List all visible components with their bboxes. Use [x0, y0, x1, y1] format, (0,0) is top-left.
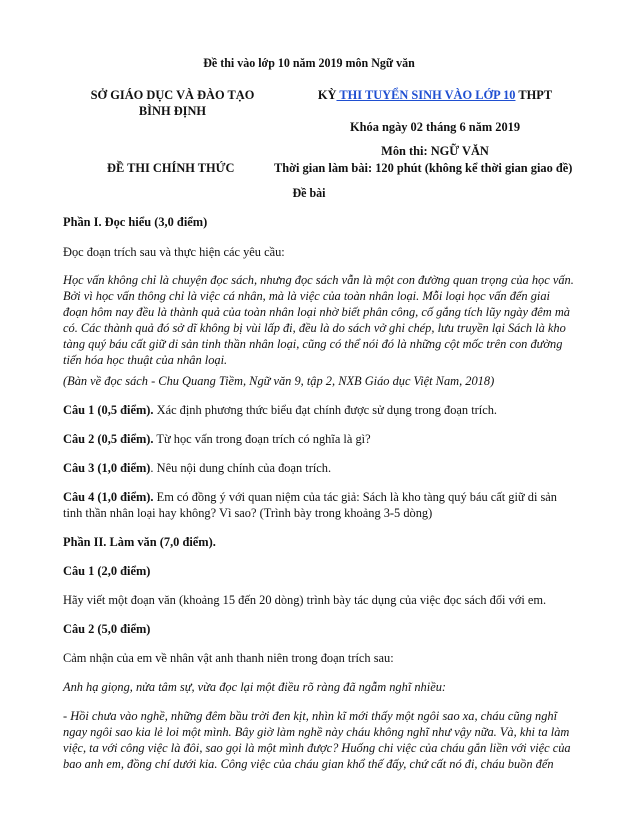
official-exam-label: ĐỀ THI CHÍNH THỨC	[107, 161, 235, 175]
passage-line: có. Các thành quả đó sở dĩ không bị vùi lấp đi, đều là do sách vở ghi chép, lưu truyền lại Sách là kho	[63, 321, 566, 335]
exam-time: Thời gian làm bài: 120 phút (không kể thời gian giao đề)	[274, 161, 573, 175]
question-4-label: Câu 4 (1,0 điểm).	[63, 490, 154, 504]
part2-question-1-text: Hãy viết một đoạn văn (khoảng 15 đến 20 dòng) trình bày tác dụng của việc đọc sách đối với em.	[63, 593, 547, 607]
passage-line: Học vấn không chỉ là chuyện đọc sách, nhưng đọc sách vẫn là một con đường quan trọng của học vấn.	[63, 273, 574, 287]
exam-name	[270, 87, 600, 103]
excerpt-line: ngay ngôi sao kia lẻ loi một mình. Bây giờ làm nghề này cháu không nghĩ như vậy nữa. Và, khi ta làm	[63, 725, 570, 739]
province-name: BÌNH ĐỊNH	[138, 104, 207, 118]
excerpt-line: - Hồi chưa vào nghề, những đêm bầu trời đen kịt, nhìn kĩ mới thấy một ngôi sao xa, cháu cũng nghĩ	[63, 709, 558, 723]
question-4-text: Em có đồng ý với quan niệm của tác giả: Sách là kho tàng quý báu cất giữ di sản	[153, 490, 558, 504]
question-4	[63, 489, 557, 505]
question-2-text: Từ học vấn trong đoạn trích có nghĩa là gì?	[153, 432, 371, 446]
question-4-continued: tinh thần nhân loại hay không? Vì sao? (Trình bày trong khoảng 3-5 dòng)	[63, 506, 433, 520]
literary-excerpt	[63, 708, 585, 772]
question-1	[63, 402, 497, 418]
passage-line: Bởi vì học vấn thông chỉ là việc cá nhân, mà là việc của toàn nhân loại. Mỗi loại học vấn đến giai	[63, 289, 550, 303]
passage-source: (Bàn về đọc sách - Chu Quang Tiềm, Ngữ văn 9, tập 2, NXB Giáo dục Việt Nam, 2018)	[63, 374, 495, 388]
part2-heading: Phần II. Làm văn (7,0 điểm).	[63, 535, 216, 549]
de-bai-heading: Đề bài	[292, 186, 326, 200]
passage-line: tàng quý báu cất giữ di sản tinh thần nhân loại, cũng có thể nói đó là những cột mốc trên con đường	[63, 337, 563, 351]
exam-name-link[interactable]: THI TUYỂN SINH VÀO LỚP 10	[336, 88, 516, 102]
question-2-label: Câu 2 (0,5 điểm).	[63, 432, 154, 446]
excerpt-intro: Anh hạ giọng, nửa tâm sự, vừa đọc lại một điều rõ ràng đã ngẫm nghĩ nhiều:	[63, 680, 447, 694]
question-1-label: Câu 1 (0,5 điểm).	[63, 403, 154, 417]
exam-name-suffix: THPT	[515, 88, 553, 102]
part1-heading: Phần I. Đọc hiểu (3,0 điểm)	[63, 215, 208, 229]
excerpt-line: việc, ta với công việc là đôi, sao gọi là một mình được? Huống chi việc của cháu gắn liền với việc của	[63, 741, 571, 755]
department-name: SỞ GIÁO DỤC VÀ ĐÀO TẠO	[90, 88, 255, 102]
question-1-text: Xác định phương thức biểu đạt chính được sử dụng trong đoạn trích.	[153, 403, 498, 417]
exam-subject: Môn thi: NGỮ VĂN	[381, 144, 489, 158]
part2-question-1-heading: Câu 1 (2,0 điểm)	[63, 564, 151, 578]
question-3-label: Câu 3 (1,0 điểm)	[63, 461, 151, 475]
part2-question-2-text: Cảm nhận của em về nhân vật anh thanh niên trong đoạn trích sau:	[63, 651, 394, 665]
question-2	[63, 431, 371, 447]
exam-date: Khóa ngày 02 tháng 6 năm 2019	[349, 120, 521, 134]
passage-line: đoạn hôm nay đều là thành quả của toàn nhân loại nhờ biết phân công, cố gắng tích lũy ngày đêm mà	[63, 305, 570, 319]
passage-line: tiến hóa học thuật của nhân loại.	[63, 353, 228, 367]
excerpt-line: bao anh em, đồng chí dưới kia. Công việc của cháu gian khổ thế đấy, chứ cất nó đi, cháu buồn đến	[63, 757, 554, 771]
document-title: Đề thi vào lớp 10 năm 2019 môn Ngữ văn	[203, 56, 415, 70]
part1-instruction: Đọc đoạn trích sau và thực hiện các yêu cầu:	[63, 245, 285, 259]
exam-name-prefix: KỲ	[317, 88, 337, 102]
reading-passage	[63, 272, 585, 368]
question-3-text: . Nêu nội dung chính của đoạn trích.	[150, 461, 332, 475]
question-3	[63, 460, 331, 476]
part2-question-2-heading: Câu 2 (5,0 điểm)	[63, 622, 151, 636]
